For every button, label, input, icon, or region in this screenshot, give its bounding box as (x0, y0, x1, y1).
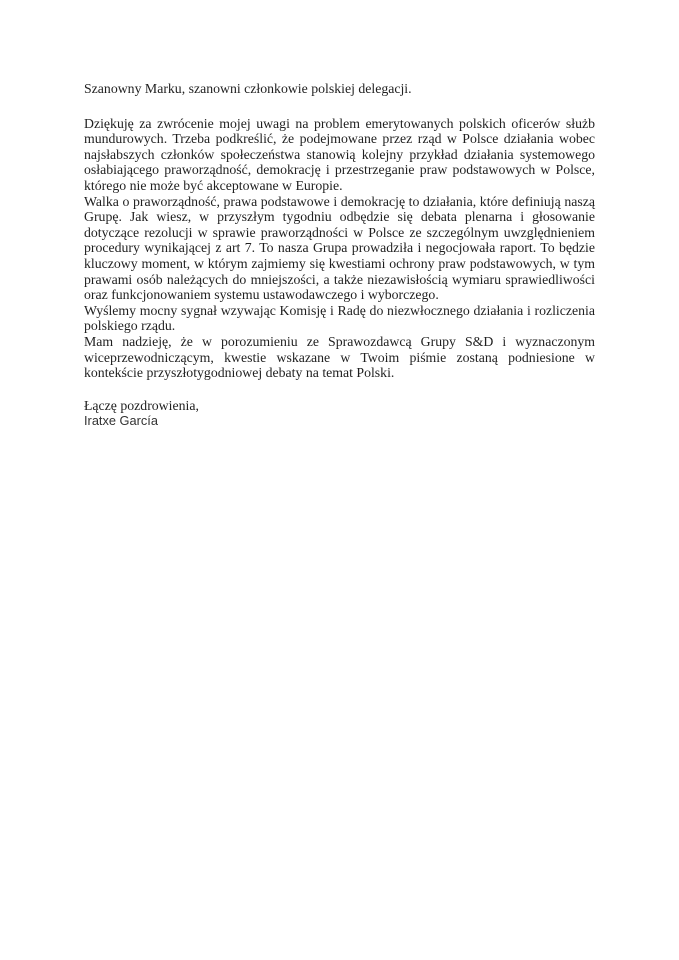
paragraph-rapporteur-debate: Mam nadzieję, że w porozumieniu ze Sprawozdawcą Grupy S&D i wyznaczonym wiceprzewodniczącym, kwestie wskazane w Twoim piśmie zostaną podniesione w kontekście przyszłotygodniowej debaty na temat Polski. (84, 333, 595, 381)
paragraph-rule-of-law-problem: Dziękuję za zwrócenie mojej uwagi na problem emerytowanych polskich oficerów służb mundurowych. Trzeba podkreślić, że podejmowane przez rząd w Polsce działania wobec najsłabszych członków społeczeństwa stanowią kolejny przykład działania systemowego osłabiającego praworządność, demokrację i przestrzeganie praw podstawowych w Polsce, którego nie może być akceptowane w Europie. (84, 115, 595, 193)
letter-body (84, 81, 595, 429)
closing-line: Łączę pozdrowienia, (84, 397, 199, 413)
paragraph-signal-commission: Wyślemy mocny sygnał wzywając Komisję i Radę do niezwłocznego działania i rozliczenia polskiego rządu. (84, 302, 595, 334)
paragraph-group-resolution: Walka o praworządność, prawa podstawowe i demokrację to działania, które definiują naszą Grupę. Jak wiesz, w przyszłym tygodniu odbędzie się debata plenarna i głosowanie dotyczące rezolucji w sprawie praworządności w Polsce ze szczególnym uwzględnieniem procedury wynikającej z art 7. To nasza Grupa prowadziła i negocjowała raport. To będzie kluczowy moment, w którym zajmiemy się kwestiami ochrony praw podstawowych, w tym prawami osób należących do mniejszości, a także niezawisłością wymiaru sprawiedliwości oraz funkcjonowaniem systemu ustawodawczego i wyborczego. (84, 193, 595, 303)
salutation: Szanowny Marku, szanowni członkowie polskiej delegacji. (84, 81, 412, 96)
signature-name: Iratxe García (84, 413, 158, 429)
